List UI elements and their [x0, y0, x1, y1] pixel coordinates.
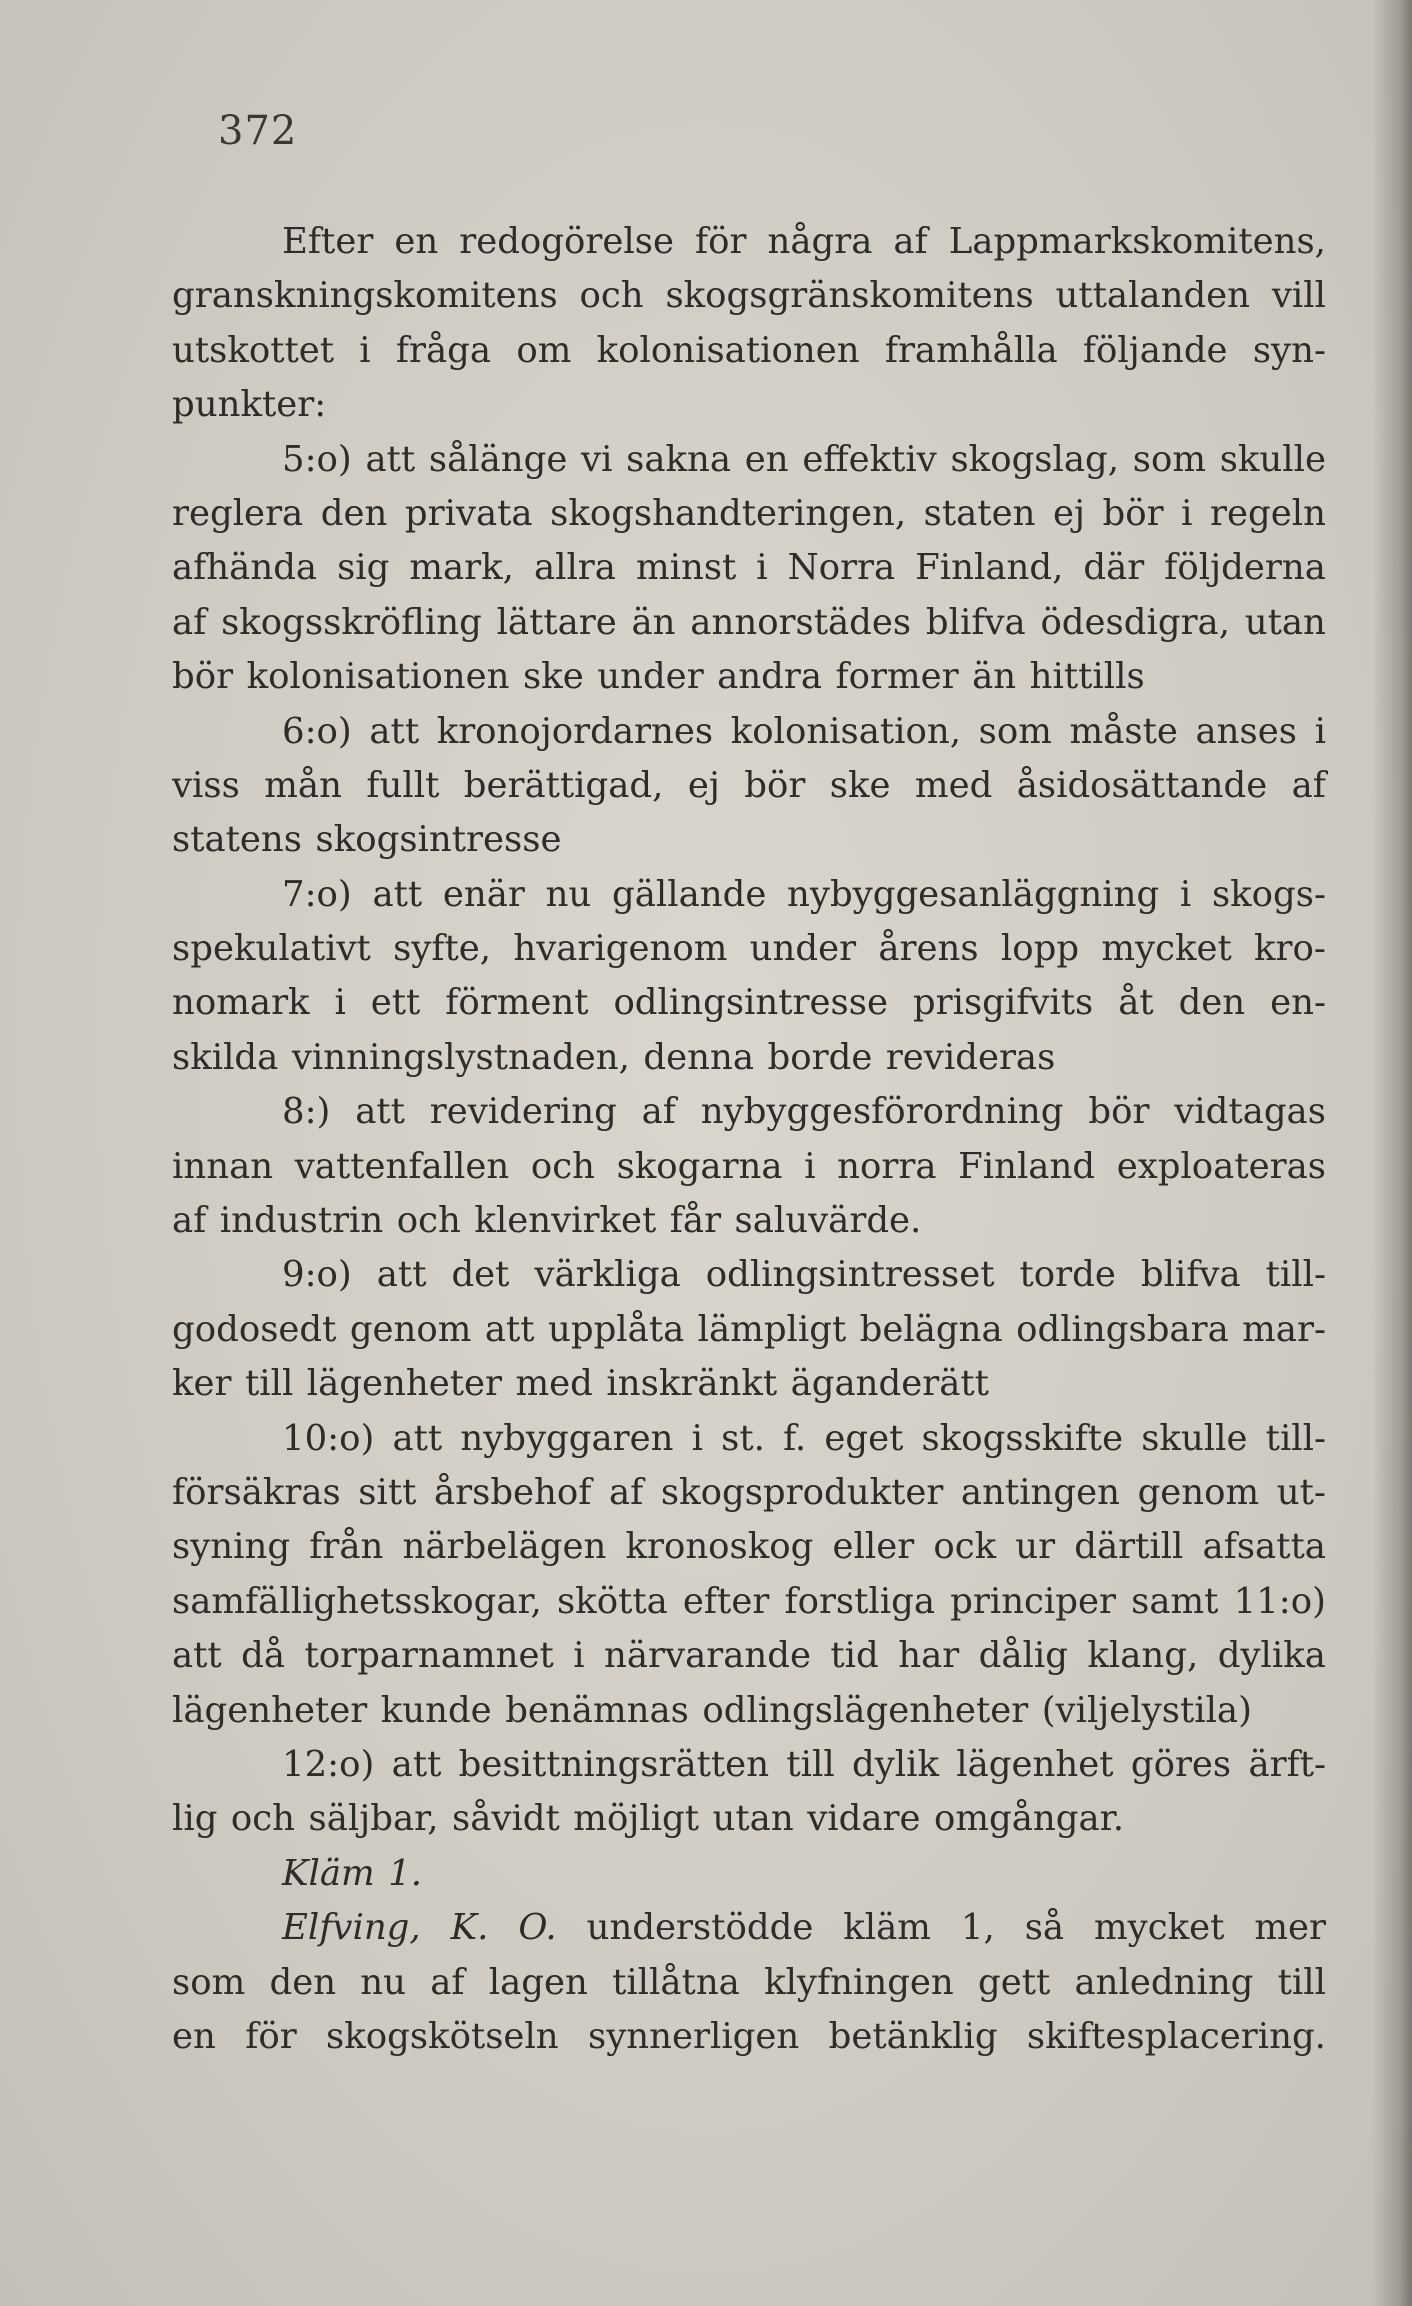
- word: reglera: [172, 492, 304, 534]
- word: (viljelystila): [1041, 1689, 1252, 1731]
- word: kunde: [380, 1689, 492, 1731]
- text-line: [172, 1085, 1326, 1139]
- text-line: [172, 1412, 1326, 1466]
- word: syn-: [1252, 329, 1326, 371]
- word: redogörelse: [459, 221, 674, 262]
- word: belägna: [859, 1308, 1003, 1350]
- word: prisgifvits: [912, 982, 1094, 1024]
- word: gett: [978, 1961, 1051, 2003]
- text-line: [172, 1031, 1326, 1085]
- word: lagen: [488, 1961, 588, 2003]
- word: att: [172, 1635, 222, 1677]
- word: där: [1083, 547, 1145, 589]
- word: lägenheter: [306, 1363, 503, 1405]
- word: kronojordarnes: [436, 710, 714, 752]
- word: dålig: [978, 1635, 1068, 1677]
- word: regeln: [1210, 492, 1326, 534]
- word: att: [392, 1417, 443, 1459]
- book-spine-shadow: [1372, 0, 1412, 2306]
- word: enär: [442, 873, 525, 915]
- word: ej: [1052, 492, 1086, 534]
- word: att: [365, 438, 416, 480]
- text-line: [172, 1629, 1326, 1683]
- word: den: [1178, 982, 1246, 1024]
- word: 7:o): [282, 873, 352, 915]
- word: syfte,: [393, 928, 492, 970]
- word: mar-: [1242, 1308, 1326, 1350]
- word: utskottet: [172, 329, 335, 371]
- word: upplåta: [547, 1308, 685, 1350]
- word: 1,: [960, 1907, 995, 1949]
- word: göres: [1130, 1743, 1232, 1785]
- word: 12:o): [282, 1743, 375, 1785]
- word: om: [516, 329, 572, 371]
- word: närvarande: [604, 1635, 811, 1677]
- word: spekulativt: [172, 928, 371, 970]
- word: nybyggesförordning: [700, 1091, 1064, 1133]
- word: ock: [933, 1526, 997, 1568]
- word: omgångar.: [933, 1798, 1124, 1840]
- word: 1.: [388, 1852, 423, 1894]
- word: vidtagas: [1174, 1091, 1326, 1133]
- word: mark,: [409, 547, 514, 589]
- word: förment: [445, 982, 589, 1024]
- word: lopp: [1000, 928, 1080, 970]
- text-line: [172, 324, 1326, 378]
- word: revideras: [885, 1036, 1056, 1078]
- word: punkter:: [172, 384, 327, 426]
- word: nybyggaren: [460, 1417, 674, 1459]
- word: under: [749, 928, 857, 970]
- word: skogs-: [1211, 873, 1326, 915]
- word: skogsskifte: [921, 1417, 1124, 1459]
- word: i: [756, 547, 768, 589]
- word: effektiv: [802, 438, 937, 480]
- word: i: [359, 329, 371, 371]
- word: eget: [824, 1417, 904, 1459]
- word: torde: [1019, 1254, 1116, 1296]
- word: kro-: [1254, 928, 1326, 970]
- word: ske: [523, 656, 584, 698]
- word: af: [172, 1200, 207, 1242]
- text-line: [172, 1194, 1326, 1248]
- word: utan: [1244, 601, 1326, 643]
- word: under: [597, 656, 704, 698]
- word: lättare: [496, 601, 617, 643]
- word: borde: [767, 1036, 873, 1078]
- text-line: [172, 705, 1326, 759]
- text-line: [172, 1792, 1326, 1846]
- word: nu: [545, 873, 592, 915]
- word: en: [394, 221, 439, 262]
- word: framhålla: [884, 329, 1058, 371]
- word: har: [898, 1635, 960, 1677]
- word: kronoskog: [625, 1526, 814, 1568]
- word: mer: [1254, 1907, 1326, 1949]
- text-line: [172, 868, 1326, 922]
- word: st.: [721, 1417, 765, 1459]
- word: exploateras: [1116, 1145, 1326, 1187]
- word: i: [1179, 873, 1192, 915]
- word: synnerligen: [587, 2015, 800, 2057]
- word: syning: [172, 1526, 291, 1568]
- word: O.: [518, 1907, 557, 1949]
- word: former: [835, 656, 959, 698]
- text-line: [172, 1520, 1326, 1574]
- word: vi: [581, 438, 613, 480]
- word: att: [391, 1743, 442, 1785]
- word: därtill: [1074, 1526, 1184, 1568]
- text-line: [172, 433, 1326, 487]
- word: innan: [172, 1145, 274, 1187]
- word: annorstädes: [690, 601, 912, 643]
- word: att: [355, 1091, 405, 1133]
- text-line: [172, 596, 1326, 650]
- word: några: [767, 221, 873, 262]
- word: skiftesplacering.: [1026, 2015, 1326, 2057]
- text-line: [172, 1684, 1326, 1738]
- text-line: [172, 1575, 1326, 1629]
- word: närbelägen: [402, 1526, 607, 1568]
- word: 6:o): [282, 710, 352, 752]
- word: ärft-: [1248, 1743, 1326, 1785]
- word: sig: [337, 547, 390, 589]
- word: odlingslägenheter: [702, 1689, 1029, 1731]
- word: fullt: [366, 764, 440, 806]
- word: tid: [830, 1635, 879, 1677]
- word: odlingsintresset: [705, 1254, 995, 1296]
- word: en: [744, 438, 789, 480]
- word: statens: [172, 819, 303, 861]
- text-line: [172, 378, 1326, 432]
- word: sitt: [358, 1471, 417, 1513]
- word: 11:o): [1233, 1580, 1326, 1622]
- word: kolonisationen: [246, 656, 510, 698]
- word: årsbehof: [433, 1471, 592, 1513]
- word: norra: [837, 1145, 937, 1187]
- word: odlingsbara: [1016, 1308, 1229, 1350]
- word: 5:o): [282, 438, 352, 480]
- word: Elfving,: [282, 1907, 421, 1949]
- word: vinningslystnaden,: [291, 1036, 630, 1078]
- text-line: [172, 1248, 1326, 1302]
- word: än: [631, 601, 676, 643]
- word: klyfningen: [764, 1961, 954, 2003]
- word: hittills: [1029, 656, 1145, 698]
- word: skulle: [1219, 438, 1326, 480]
- word: än: [972, 656, 1017, 698]
- word: eller: [832, 1526, 915, 1568]
- word: och: [230, 1798, 296, 1840]
- word: blifva: [1140, 1254, 1241, 1296]
- word: betänklig: [828, 2015, 998, 2057]
- word: principer: [950, 1580, 1116, 1622]
- word: ut-: [1276, 1471, 1326, 1513]
- text-line: [172, 922, 1326, 976]
- word: torparnamnet: [304, 1635, 554, 1677]
- word: en-: [1270, 982, 1326, 1024]
- word: Finland,: [915, 547, 1064, 589]
- word: sålänge: [428, 438, 568, 480]
- word: benämnas: [505, 1689, 689, 1731]
- word: att: [484, 1308, 535, 1350]
- word: får: [669, 1200, 722, 1242]
- text-line: [172, 1466, 1326, 1520]
- word: och: [530, 1145, 595, 1187]
- word: säljbar,: [308, 1798, 439, 1840]
- word: skogsintresse: [315, 819, 562, 861]
- word: blifva: [925, 601, 1026, 643]
- word: genom: [1137, 1471, 1260, 1513]
- word: dylika: [1217, 1635, 1326, 1677]
- word: i: [1181, 492, 1193, 534]
- word: åsidosättande: [1016, 764, 1268, 806]
- word: af: [609, 1471, 644, 1513]
- word: ej: [687, 764, 720, 806]
- word: kolonisation,: [730, 710, 962, 752]
- word: skogslag,: [950, 438, 1120, 480]
- word: årens: [878, 928, 979, 970]
- word: skogskötseln: [326, 2015, 559, 2057]
- word: Efter: [282, 221, 374, 262]
- word: med: [914, 764, 993, 806]
- text-line: [172, 1847, 1326, 1901]
- word: dylik: [851, 1743, 939, 1785]
- text-line: [172, 1357, 1326, 1411]
- word: i: [334, 982, 346, 1024]
- word: måste: [1069, 710, 1178, 752]
- word: hvarigenom: [513, 928, 728, 970]
- word: att: [369, 710, 420, 752]
- word: forstliga: [784, 1580, 936, 1622]
- word: att: [376, 1254, 427, 1296]
- word: i: [1314, 710, 1326, 752]
- word: som: [1132, 438, 1206, 480]
- word: gällande: [611, 873, 767, 915]
- word: bör: [172, 656, 234, 698]
- word: 9:o): [282, 1254, 352, 1296]
- word: en: [172, 2015, 216, 2057]
- word: nu: [360, 1961, 407, 2003]
- word: tillåtna: [612, 1961, 740, 2003]
- word: sakna: [626, 438, 732, 480]
- word: godosedt: [172, 1308, 337, 1350]
- word: för: [245, 2015, 297, 2057]
- word: af: [172, 601, 207, 643]
- word: anses: [1195, 710, 1297, 752]
- word: följderna: [1164, 547, 1326, 589]
- word: staten: [923, 492, 1036, 534]
- word: värkliga: [534, 1254, 681, 1296]
- word: till: [786, 1743, 835, 1785]
- word: följande: [1082, 329, 1228, 371]
- word: antingen: [960, 1471, 1121, 1513]
- word: vattenfallen: [294, 1145, 510, 1187]
- word: af: [430, 1961, 465, 2003]
- word: privata: [404, 492, 533, 534]
- word: till: [244, 1363, 294, 1405]
- word: K.: [450, 1907, 489, 1949]
- word: lägenheter: [172, 1689, 368, 1731]
- word: i: [573, 1635, 585, 1677]
- word: besittningsrätten: [458, 1743, 770, 1785]
- word: som: [978, 710, 1052, 752]
- word: såvidt: [452, 1798, 560, 1840]
- word: kläm: [843, 1907, 931, 1949]
- word: afhända: [172, 547, 318, 589]
- word: genom: [349, 1308, 472, 1350]
- word: i: [804, 1145, 816, 1187]
- word: för: [694, 221, 747, 262]
- word: andra: [717, 656, 823, 698]
- word: uttalanden: [1055, 275, 1251, 317]
- word: Kläm: [282, 1852, 375, 1894]
- word: samt: [1131, 1580, 1219, 1622]
- word: klang,: [1087, 1635, 1199, 1677]
- word: ker: [172, 1363, 232, 1405]
- word: ett: [370, 982, 421, 1024]
- word: viss: [172, 764, 240, 806]
- text-line: [172, 1956, 1326, 2010]
- word: anledning: [1074, 1961, 1254, 2003]
- word: klenvirket: [474, 1200, 657, 1242]
- word: skulle: [1141, 1417, 1248, 1459]
- text-line: [172, 269, 1326, 323]
- text-line: [172, 650, 1326, 704]
- word: och: [579, 275, 644, 317]
- word: af: [641, 1091, 676, 1133]
- word: mycket: [1094, 1907, 1225, 1949]
- word: från: [309, 1526, 384, 1568]
- word: f.: [783, 1417, 807, 1459]
- word: skötta: [556, 1580, 668, 1622]
- word: lämpligt: [697, 1308, 847, 1350]
- word: skogsprodukter: [660, 1471, 944, 1513]
- word: till-: [1265, 1254, 1326, 1296]
- word: understödde: [586, 1907, 814, 1949]
- word: äganderätt: [790, 1363, 989, 1405]
- word: skogarna: [616, 1145, 783, 1187]
- word: skilda: [172, 1036, 279, 1078]
- text-line: [172, 759, 1326, 813]
- word: lig: [172, 1798, 218, 1840]
- page-number: 372: [218, 108, 298, 154]
- word: så: [1024, 1907, 1065, 1949]
- word: att: [372, 873, 423, 915]
- word: mycket: [1101, 928, 1232, 970]
- word: granskningskomitens: [172, 275, 558, 317]
- word: 10:o): [282, 1417, 375, 1459]
- word: nomark: [172, 982, 310, 1024]
- word: möjligt: [573, 1798, 700, 1840]
- word: af: [893, 221, 928, 262]
- word: afsatta: [1202, 1526, 1326, 1568]
- word: då: [241, 1635, 286, 1677]
- word: Lappmarkskomitens,: [948, 221, 1326, 262]
- word: samfällighetsskogar,: [172, 1580, 542, 1622]
- word: efter: [682, 1580, 770, 1622]
- word: vill: [1271, 275, 1326, 317]
- word: som: [172, 1961, 246, 2003]
- word: lägenhet: [956, 1743, 1114, 1785]
- word: bör: [744, 764, 806, 806]
- word: kolonisationen: [596, 329, 860, 371]
- word: allra: [533, 547, 616, 589]
- text-line: [172, 215, 1326, 269]
- word: minst: [635, 547, 737, 589]
- word: 8:): [282, 1091, 331, 1133]
- word: i: [691, 1417, 703, 1459]
- word: Norra: [787, 547, 896, 589]
- word: och: [396, 1200, 461, 1242]
- word: den: [320, 492, 388, 534]
- word: berättigad,: [463, 764, 664, 806]
- word: ske: [829, 764, 891, 806]
- word: revidering: [429, 1091, 617, 1133]
- word: med: [515, 1363, 593, 1405]
- text-line: [172, 541, 1326, 595]
- body-text: [172, 215, 1326, 2064]
- word: skogsgränskomitens: [665, 275, 1034, 317]
- text-line: [172, 487, 1326, 541]
- word: bör: [1102, 492, 1164, 534]
- word: åt: [1118, 982, 1154, 1024]
- word: bör: [1088, 1091, 1150, 1133]
- word: ödesdigra,: [1040, 601, 1230, 643]
- word: ur: [1015, 1526, 1056, 1568]
- word: till-: [1265, 1417, 1326, 1459]
- text-line: [172, 976, 1326, 1030]
- word: nybyggesanläggning: [787, 873, 1160, 915]
- word: saluvärde.: [734, 1200, 922, 1242]
- word: vidare: [807, 1798, 921, 1840]
- word: af: [1291, 764, 1326, 806]
- text-line: [172, 1901, 1326, 1955]
- word: den: [269, 1961, 337, 2003]
- word: Finland: [958, 1145, 1096, 1187]
- word: skogsskröfling: [221, 601, 482, 643]
- word: till: [1277, 1961, 1326, 2003]
- word: utan: [712, 1798, 794, 1840]
- word: odlingsintresse: [613, 982, 888, 1024]
- word: fråga: [395, 329, 492, 371]
- word: det: [451, 1254, 510, 1296]
- text-line: [172, 1303, 1326, 1357]
- word: inskränkt: [606, 1363, 778, 1405]
- word: skogshandteringen,: [550, 492, 907, 534]
- text-line: [172, 1140, 1326, 1194]
- text-line: [172, 813, 1326, 867]
- word: denna: [643, 1036, 755, 1078]
- word: försäkras: [172, 1471, 341, 1513]
- word: mån: [264, 764, 342, 806]
- text-line: [172, 1738, 1326, 1792]
- text-line: [172, 2010, 1326, 2064]
- word: industrin: [219, 1200, 384, 1242]
